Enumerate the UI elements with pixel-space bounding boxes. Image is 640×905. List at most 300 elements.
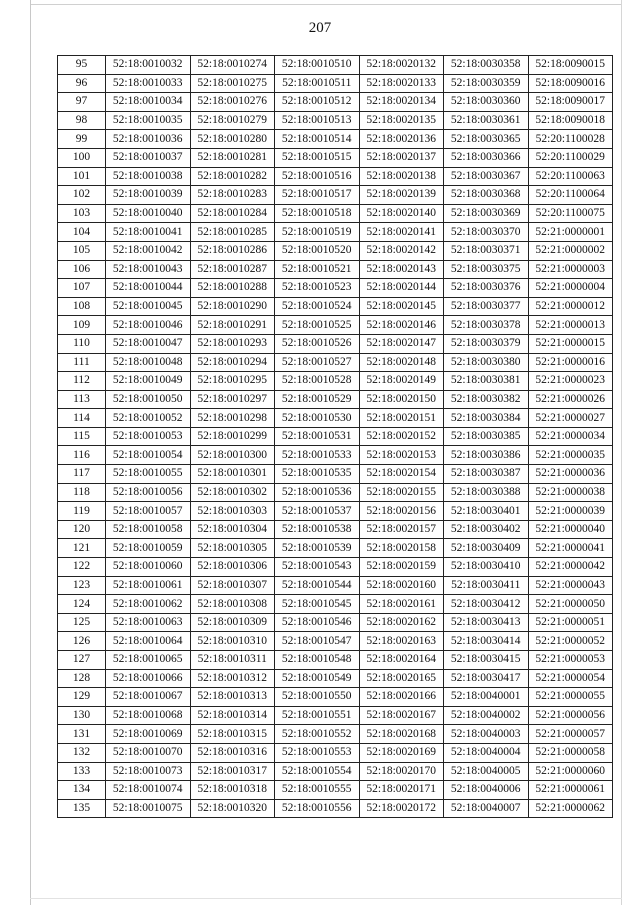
- cadastral-number-cell: 52:18:0010311: [190, 651, 275, 670]
- cadastral-number-cell: 52:18:0030359: [444, 74, 529, 93]
- row-number-cell: 125: [58, 613, 106, 632]
- cadastral-number-cell: 52:18:0010282: [190, 167, 275, 186]
- table-row: [58, 111, 613, 130]
- row-number-cell: 135: [58, 799, 106, 818]
- cadastral-number-cell: 52:18:0020165: [359, 669, 444, 688]
- cadastral-number-cell: 52:18:0090016: [528, 74, 613, 93]
- table-row: [58, 316, 613, 335]
- cadastral-number-cell: 52:18:0010314: [190, 706, 275, 725]
- row-number-cell: 119: [58, 502, 106, 521]
- cadastral-number-cell: 52:18:0020140: [359, 204, 444, 223]
- cadastral-number-cell: 52:20:1100064: [528, 186, 613, 205]
- cadastral-number-cell: 52:18:0010514: [275, 130, 360, 149]
- cadastral-number-cell: 52:18:0030386: [444, 446, 529, 465]
- cadastral-number-cell: 52:18:0010295: [190, 372, 275, 391]
- cadastral-number-cell: 52:18:0020172: [359, 799, 444, 818]
- cadastral-number-cell: 52:21:0000026: [528, 390, 613, 409]
- cadastral-number-cell: 52:18:0020139: [359, 186, 444, 205]
- cadastral-number-cell: 52:18:0010308: [190, 595, 275, 614]
- cadastral-number-table: [57, 55, 613, 818]
- table-row: [58, 223, 613, 242]
- cadastral-number-cell: 52:18:0010049: [106, 372, 191, 391]
- cadastral-number-cell: 52:18:0010299: [190, 427, 275, 446]
- cadastral-number-cell: 52:18:0020159: [359, 558, 444, 577]
- cadastral-number-cell: 52:18:0010544: [275, 576, 360, 595]
- cadastral-number-cell: 52:18:0020138: [359, 167, 444, 186]
- cadastral-number-cell: 52:21:0000012: [528, 297, 613, 316]
- cadastral-number-cell: 52:18:0010056: [106, 483, 191, 502]
- cadastral-number-cell: 52:18:0030379: [444, 334, 529, 353]
- cadastral-number-cell: 52:18:0010283: [190, 186, 275, 205]
- cadastral-number-cell: 52:18:0010060: [106, 558, 191, 577]
- cadastral-number-cell: 52:18:0010032: [106, 56, 191, 75]
- row-number-cell: 128: [58, 669, 106, 688]
- scan-top-edge: [30, 4, 622, 5]
- cadastral-number-cell: 52:21:0000057: [528, 725, 613, 744]
- scan-bottom-edge: [30, 898, 622, 899]
- cadastral-number-cell: 52:18:0010066: [106, 669, 191, 688]
- cadastral-number-cell: 52:18:0010547: [275, 632, 360, 651]
- cadastral-number-cell: 52:18:0010526: [275, 334, 360, 353]
- row-number-cell: 99: [58, 130, 106, 149]
- cadastral-number-cell: 52:18:0090015: [528, 56, 613, 75]
- cadastral-number-cell: 52:18:0030377: [444, 297, 529, 316]
- cadastral-number-cell: 52:18:0010046: [106, 316, 191, 335]
- cadastral-number-cell: 52:18:0010553: [275, 743, 360, 762]
- cadastral-number-cell: 52:18:0030365: [444, 130, 529, 149]
- row-number-cell: 122: [58, 558, 106, 577]
- cadastral-number-cell: 52:18:0010053: [106, 427, 191, 446]
- cadastral-number-cell: 52:18:0030375: [444, 260, 529, 279]
- cadastral-number-cell: 52:18:0020155: [359, 483, 444, 502]
- cadastral-number-cell: 52:21:0000055: [528, 688, 613, 707]
- row-number-cell: 97: [58, 93, 106, 112]
- cadastral-number-cell: 52:21:0000061: [528, 781, 613, 800]
- cadastral-number-cell: 52:18:0030370: [444, 223, 529, 242]
- cadastral-number-cell: 52:18:0020137: [359, 148, 444, 167]
- cadastral-number-cell: 52:18:0010291: [190, 316, 275, 335]
- cadastral-number-cell: 52:20:1100028: [528, 130, 613, 149]
- cadastral-number-cell: 52:18:0010312: [190, 669, 275, 688]
- cadastral-number-cell: 52:18:0010052: [106, 409, 191, 428]
- cadastral-number-cell: 52:18:0030376: [444, 279, 529, 298]
- cadastral-number-cell: 52:18:0030415: [444, 651, 529, 670]
- cadastral-number-cell: 52:18:0010059: [106, 539, 191, 558]
- cadastral-number-cell: 52:18:0010515: [275, 148, 360, 167]
- cadastral-number-cell: 52:18:0030378: [444, 316, 529, 335]
- row-number-cell: 127: [58, 651, 106, 670]
- scan-right-edge: [621, 0, 622, 905]
- cadastral-number-cell: 52:18:0010044: [106, 279, 191, 298]
- cadastral-number-cell: 52:18:0030384: [444, 409, 529, 428]
- cadastral-number-cell: 52:21:0000001: [528, 223, 613, 242]
- table-row: [58, 558, 613, 577]
- cadastral-number-cell: 52:18:0010549: [275, 669, 360, 688]
- cadastral-number-cell: 52:18:0010034: [106, 93, 191, 112]
- table-row: [58, 409, 613, 428]
- cadastral-number-cell: 52:18:0010050: [106, 390, 191, 409]
- cadastral-number-cell: 52:18:0010057: [106, 502, 191, 521]
- row-number-cell: 134: [58, 781, 106, 800]
- cadastral-number-cell: 52:18:0010550: [275, 688, 360, 707]
- cadastral-number-cell: 52:18:0030367: [444, 167, 529, 186]
- cadastral-number-cell: 52:18:0020151: [359, 409, 444, 428]
- table-row: [58, 93, 613, 112]
- cadastral-number-cell: 52:18:0040006: [444, 781, 529, 800]
- table-row: [58, 260, 613, 279]
- cadastral-number-cell: 52:18:0010280: [190, 130, 275, 149]
- table-row: [58, 762, 613, 781]
- cadastral-number-cell: 52:21:0000062: [528, 799, 613, 818]
- cadastral-number-cell: 52:18:0020157: [359, 520, 444, 539]
- cadastral-number-cell: 52:18:0010069: [106, 725, 191, 744]
- cadastral-number-cell: 52:18:0020156: [359, 502, 444, 521]
- cadastral-number-cell: 52:18:0020153: [359, 446, 444, 465]
- cadastral-number-cell: 52:18:0010556: [275, 799, 360, 818]
- table-row: [58, 595, 613, 614]
- cadastral-number-cell: 52:18:0010310: [190, 632, 275, 651]
- cadastral-number-cell: 52:18:0010513: [275, 111, 360, 130]
- cadastral-number-cell: 52:18:0010073: [106, 762, 191, 781]
- cadastral-number-cell: 52:18:0030387: [444, 465, 529, 484]
- cadastral-number-cell: 52:18:0020149: [359, 372, 444, 391]
- cadastral-number-cell: 52:20:1100075: [528, 204, 613, 223]
- row-number-cell: 130: [58, 706, 106, 725]
- row-number-cell: 101: [58, 167, 106, 186]
- cadastral-number-cell: 52:18:0010519: [275, 223, 360, 242]
- table-row: [58, 613, 613, 632]
- cadastral-number-cell: 52:18:0030417: [444, 669, 529, 688]
- cadastral-number-cell: 52:18:0010288: [190, 279, 275, 298]
- cadastral-number-cell: 52:18:0010285: [190, 223, 275, 242]
- cadastral-number-cell: 52:18:0010543: [275, 558, 360, 577]
- cadastral-number-cell: 52:21:0000023: [528, 372, 613, 391]
- cadastral-number-cell: 52:18:0030412: [444, 595, 529, 614]
- table-row: [58, 334, 613, 353]
- table-row: [58, 539, 613, 558]
- table-row: [58, 427, 613, 446]
- cadastral-number-cell: 52:18:0010518: [275, 204, 360, 223]
- cadastral-number-cell: 52:18:0010554: [275, 762, 360, 781]
- cadastral-number-cell: 52:18:0010537: [275, 502, 360, 521]
- cadastral-number-cell: 52:21:0000040: [528, 520, 613, 539]
- scan-left-edge: [30, 0, 31, 905]
- cadastral-number-cell: 52:18:0010318: [190, 781, 275, 800]
- cadastral-number-cell: 52:18:0020145: [359, 297, 444, 316]
- cadastral-number-cell: 52:18:0010048: [106, 353, 191, 372]
- cadastral-number-cell: 52:18:0020135: [359, 111, 444, 130]
- cadastral-number-cell: 52:21:0000052: [528, 632, 613, 651]
- cadastral-number-cell: 52:18:0010040: [106, 204, 191, 223]
- cadastral-number-cell: 52:18:0010552: [275, 725, 360, 744]
- row-number-cell: 102: [58, 186, 106, 205]
- table-row: [58, 669, 613, 688]
- cadastral-number-cell: 52:18:0010531: [275, 427, 360, 446]
- cadastral-number-cell: 52:18:0010517: [275, 186, 360, 205]
- row-number-cell: 95: [58, 56, 106, 75]
- cadastral-number-cell: 52:18:0090017: [528, 93, 613, 112]
- cadastral-number-cell: 52:21:0000013: [528, 316, 613, 335]
- table-row: [58, 186, 613, 205]
- cadastral-number-cell: 52:18:0010064: [106, 632, 191, 651]
- row-number-cell: 116: [58, 446, 106, 465]
- cadastral-number-cell: 52:18:0020164: [359, 651, 444, 670]
- cadastral-number-cell: 52:18:0010062: [106, 595, 191, 614]
- cadastral-number-cell: 52:18:0030371: [444, 241, 529, 260]
- cadastral-number-cell: 52:18:0010528: [275, 372, 360, 391]
- cadastral-number-cell: 52:18:0020134: [359, 93, 444, 112]
- cadastral-number-cell: 52:18:0030409: [444, 539, 529, 558]
- cadastral-number-cell: 52:18:0010038: [106, 167, 191, 186]
- cadastral-number-cell: 52:18:0020162: [359, 613, 444, 632]
- cadastral-number-cell: 52:18:0010300: [190, 446, 275, 465]
- cadastral-number-cell: 52:18:0030382: [444, 390, 529, 409]
- cadastral-number-cell: 52:18:0010041: [106, 223, 191, 242]
- cadastral-number-cell: 52:18:0020160: [359, 576, 444, 595]
- cadastral-number-cell: 52:18:0010538: [275, 520, 360, 539]
- table-row: [58, 799, 613, 818]
- cadastral-number-cell: 52:18:0040007: [444, 799, 529, 818]
- cadastral-number-cell: 52:21:0000042: [528, 558, 613, 577]
- table-row: [58, 279, 613, 298]
- cadastral-number-cell: 52:18:0020144: [359, 279, 444, 298]
- cadastral-number-cell: 52:18:0010307: [190, 576, 275, 595]
- cadastral-number-cell: 52:21:0000038: [528, 483, 613, 502]
- row-number-cell: 98: [58, 111, 106, 130]
- cadastral-number-cell: 52:18:0030411: [444, 576, 529, 595]
- cadastral-number-cell: 52:18:0010037: [106, 148, 191, 167]
- page-number: 207: [308, 20, 332, 36]
- row-number-cell: 129: [58, 688, 106, 707]
- table-row: [58, 743, 613, 762]
- cadastral-number-cell: 52:18:0040003: [444, 725, 529, 744]
- cadastral-number-cell: 52:18:0010548: [275, 651, 360, 670]
- cadastral-number-cell: 52:18:0010545: [275, 595, 360, 614]
- cadastral-number-cell: 52:18:0020143: [359, 260, 444, 279]
- cadastral-number-cell: 52:21:0000002: [528, 241, 613, 260]
- cadastral-number-cell: 52:18:0020142: [359, 241, 444, 260]
- cadastral-number-cell: 52:18:0010294: [190, 353, 275, 372]
- row-number-cell: 115: [58, 427, 106, 446]
- cadastral-number-cell: 52:18:0020168: [359, 725, 444, 744]
- cadastral-number-cell: 52:21:0000015: [528, 334, 613, 353]
- cadastral-number-cell: 52:18:0010302: [190, 483, 275, 502]
- cadastral-number-cell: 52:18:0020161: [359, 595, 444, 614]
- cadastral-number-cell: 52:21:0000035: [528, 446, 613, 465]
- cadastral-number-cell: 52:18:0010305: [190, 539, 275, 558]
- table-row: [58, 353, 613, 372]
- row-number-cell: 118: [58, 483, 106, 502]
- cadastral-number-cell: 52:21:0000054: [528, 669, 613, 688]
- cadastral-number-cell: 52:18:0010535: [275, 465, 360, 484]
- cadastral-number-cell: 52:18:0010035: [106, 111, 191, 130]
- cadastral-number-cell: 52:18:0030360: [444, 93, 529, 112]
- cadastral-number-cell: 52:18:0010516: [275, 167, 360, 186]
- cadastral-number-cell: 52:18:0010036: [106, 130, 191, 149]
- table-row: [58, 56, 613, 75]
- cadastral-number-cell: 52:21:0000058: [528, 743, 613, 762]
- cadastral-number-cell: 52:18:0020166: [359, 688, 444, 707]
- table-row: [58, 502, 613, 521]
- cadastral-number-cell: 52:18:0030368: [444, 186, 529, 205]
- cadastral-number-cell: 52:18:0010301: [190, 465, 275, 484]
- cadastral-number-cell: 52:18:0030414: [444, 632, 529, 651]
- cadastral-number-cell: 52:18:0020141: [359, 223, 444, 242]
- cadastral-number-cell: 52:18:0010529: [275, 390, 360, 409]
- row-number-cell: 124: [58, 595, 106, 614]
- cadastral-number-cell: 52:18:0030410: [444, 558, 529, 577]
- cadastral-number-cell: 52:21:0000053: [528, 651, 613, 670]
- table-row: [58, 688, 613, 707]
- cadastral-number-cell: 52:18:0010284: [190, 204, 275, 223]
- cadastral-number-cell: 52:18:0010306: [190, 558, 275, 577]
- row-number-cell: 111: [58, 353, 106, 372]
- cadastral-number-cell: 52:18:0030369: [444, 204, 529, 223]
- cadastral-number-cell: 52:18:0040005: [444, 762, 529, 781]
- table-row: [58, 167, 613, 186]
- cadastral-number-cell: 52:18:0010536: [275, 483, 360, 502]
- cadastral-number-cell: 52:18:0030413: [444, 613, 529, 632]
- cadastral-number-cell: 52:18:0010530: [275, 409, 360, 428]
- cadastral-number-cell: 52:18:0020136: [359, 130, 444, 149]
- cadastral-number-cell: 52:18:0030366: [444, 148, 529, 167]
- cadastral-number-cell: 52:18:0010523: [275, 279, 360, 298]
- table-row: [58, 297, 613, 316]
- table-row: [58, 781, 613, 800]
- row-number-cell: 110: [58, 334, 106, 353]
- table-row: [58, 130, 613, 149]
- cadastral-number-cell: 52:18:0030388: [444, 483, 529, 502]
- cadastral-number-cell: 52:18:0040002: [444, 706, 529, 725]
- cadastral-number-cell: 52:18:0010297: [190, 390, 275, 409]
- cadastral-number-cell: 52:18:0010293: [190, 334, 275, 353]
- cadastral-number-cell: 52:18:0010551: [275, 706, 360, 725]
- cadastral-number-cell: 52:18:0010290: [190, 297, 275, 316]
- cadastral-number-cell: 52:18:0010279: [190, 111, 275, 130]
- row-number-cell: 104: [58, 223, 106, 242]
- table-row: [58, 204, 613, 223]
- table-row: [58, 706, 613, 725]
- cadastral-number-cell: 52:18:0010075: [106, 799, 191, 818]
- cadastral-number-cell: 52:18:0010063: [106, 613, 191, 632]
- table-row: [58, 241, 613, 260]
- table-body: [58, 56, 613, 818]
- cadastral-number-cell: 52:18:0020167: [359, 706, 444, 725]
- cadastral-number-cell: 52:18:0010033: [106, 74, 191, 93]
- cadastral-number-cell: 52:18:0010520: [275, 241, 360, 260]
- cadastral-number-cell: 52:18:0010512: [275, 93, 360, 112]
- cadastral-number-cell: 52:18:0030381: [444, 372, 529, 391]
- cadastral-number-cell: 52:18:0030402: [444, 520, 529, 539]
- cadastral-number-cell: 52:18:0040004: [444, 743, 529, 762]
- cadastral-number-cell: 52:18:0020147: [359, 334, 444, 353]
- table-row: [58, 148, 613, 167]
- cadastral-number-cell: 52:18:0020171: [359, 781, 444, 800]
- table-row: [58, 576, 613, 595]
- cadastral-number-cell: 52:18:0010287: [190, 260, 275, 279]
- cadastral-number-cell: 52:18:0030358: [444, 56, 529, 75]
- cadastral-number-cell: 52:18:0010320: [190, 799, 275, 818]
- cadastral-number-cell: 52:18:0010316: [190, 743, 275, 762]
- cadastral-number-cell: 52:18:0010061: [106, 576, 191, 595]
- cadastral-number-cell: 52:18:0010047: [106, 334, 191, 353]
- row-number-cell: 112: [58, 372, 106, 391]
- cadastral-number-cell: 52:18:0010068: [106, 706, 191, 725]
- cadastral-number-cell: 52:21:0000043: [528, 576, 613, 595]
- cadastral-number-cell: 52:21:0000039: [528, 502, 613, 521]
- row-number-cell: 100: [58, 148, 106, 167]
- cadastral-number-cell: 52:18:0010298: [190, 409, 275, 428]
- cadastral-number-cell: 52:21:0000027: [528, 409, 613, 428]
- cadastral-number-cell: 52:21:0000016: [528, 353, 613, 372]
- cadastral-number-cell: 52:18:0020146: [359, 316, 444, 335]
- row-number-cell: 131: [58, 725, 106, 744]
- cadastral-number-cell: 52:21:0000004: [528, 279, 613, 298]
- cadastral-number-cell: 52:18:0010315: [190, 725, 275, 744]
- cadastral-number-cell: 52:18:0010304: [190, 520, 275, 539]
- cadastral-number-cell: 52:21:0000036: [528, 465, 613, 484]
- row-number-cell: 105: [58, 241, 106, 260]
- cadastral-number-cell: 52:18:0090018: [528, 111, 613, 130]
- table-row: [58, 632, 613, 651]
- cadastral-number-cell: 52:18:0020152: [359, 427, 444, 446]
- cadastral-number-cell: 52:18:0010546: [275, 613, 360, 632]
- cadastral-number-cell: 52:21:0000051: [528, 613, 613, 632]
- cadastral-number-cell: 52:18:0010070: [106, 743, 191, 762]
- row-number-cell: 107: [58, 279, 106, 298]
- cadastral-number-cell: 52:18:0020158: [359, 539, 444, 558]
- row-number-cell: 109: [58, 316, 106, 335]
- cadastral-number-cell: 52:18:0030361: [444, 111, 529, 130]
- table-row: [58, 725, 613, 744]
- cadastral-number-cell: 52:18:0020154: [359, 465, 444, 484]
- row-number-cell: 106: [58, 260, 106, 279]
- table-row: [58, 651, 613, 670]
- cadastral-number-cell: 52:18:0020150: [359, 390, 444, 409]
- cadastral-number-cell: 52:18:0010058: [106, 520, 191, 539]
- row-number-cell: 113: [58, 390, 106, 409]
- cadastral-number-cell: 52:21:0000050: [528, 595, 613, 614]
- cadastral-number-cell: 52:18:0010525: [275, 316, 360, 335]
- cadastral-number-cell: 52:21:0000003: [528, 260, 613, 279]
- cadastral-number-cell: 52:18:0010074: [106, 781, 191, 800]
- cadastral-number-cell: 52:18:0020170: [359, 762, 444, 781]
- cadastral-number-cell: 52:18:0010276: [190, 93, 275, 112]
- cadastral-number-cell: 52:21:0000034: [528, 427, 613, 446]
- table-row: [58, 465, 613, 484]
- cadastral-number-cell: 52:18:0010042: [106, 241, 191, 260]
- cadastral-number-cell: 52:18:0010065: [106, 651, 191, 670]
- row-number-cell: 120: [58, 520, 106, 539]
- cadastral-number-cell: 52:18:0020163: [359, 632, 444, 651]
- row-number-cell: 117: [58, 465, 106, 484]
- cadastral-number-cell: 52:18:0010317: [190, 762, 275, 781]
- cadastral-number-cell: 52:20:1100029: [528, 148, 613, 167]
- row-number-cell: 123: [58, 576, 106, 595]
- cadastral-number-cell: 52:18:0010555: [275, 781, 360, 800]
- cadastral-number-cell: 52:18:0020148: [359, 353, 444, 372]
- cadastral-number-cell: 52:18:0010313: [190, 688, 275, 707]
- cadastral-number-cell: 52:18:0010524: [275, 297, 360, 316]
- row-number-cell: 133: [58, 762, 106, 781]
- cadastral-number-cell: 52:18:0030401: [444, 502, 529, 521]
- cadastral-number-cell: 52:18:0010527: [275, 353, 360, 372]
- cadastral-number-cell: 52:18:0010533: [275, 446, 360, 465]
- cadastral-number-cell: 52:21:0000056: [528, 706, 613, 725]
- row-number-cell: 132: [58, 743, 106, 762]
- cadastral-number-cell: 52:18:0020132: [359, 56, 444, 75]
- cadastral-number-cell: 52:18:0010275: [190, 74, 275, 93]
